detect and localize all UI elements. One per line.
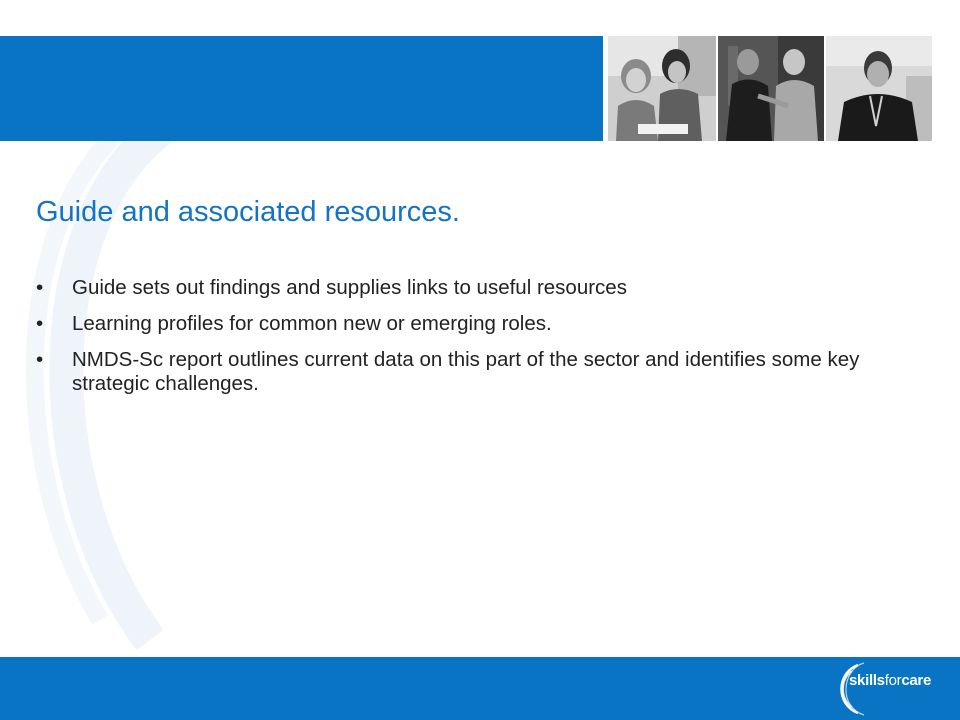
bullet-icon: • — [36, 276, 44, 299]
list-item — [36, 312, 916, 336]
list-item — [36, 348, 916, 396]
header-photo-strip — [604, 36, 960, 141]
bullet-text: NMDS-Sc report outlines current data on this part of the sector and identifies some key strategic challenges. — [72, 348, 860, 395]
photo-women-reading — [608, 36, 716, 141]
bullet-list — [36, 276, 916, 408]
bullet-icon: • — [36, 348, 44, 371]
photo-carer-elderly — [718, 36, 824, 141]
photo-young-man — [826, 36, 932, 141]
logo-text-skills: skills — [849, 672, 885, 689]
logo-text-care: care — [901, 672, 932, 689]
footer-band — [0, 657, 960, 720]
skills-for-care-logo — [849, 672, 931, 689]
slide-title: Guide and associated resources. — [36, 196, 460, 228]
bullet-icon: • — [36, 312, 44, 335]
bullet-text: Guide sets out findings and supplies links to useful resources — [72, 276, 627, 299]
list-item — [36, 276, 916, 300]
bullet-text: Learning profiles for common new or emerging roles. — [72, 312, 552, 335]
header-band — [0, 36, 603, 141]
logo-text-for: for — [884, 672, 902, 689]
